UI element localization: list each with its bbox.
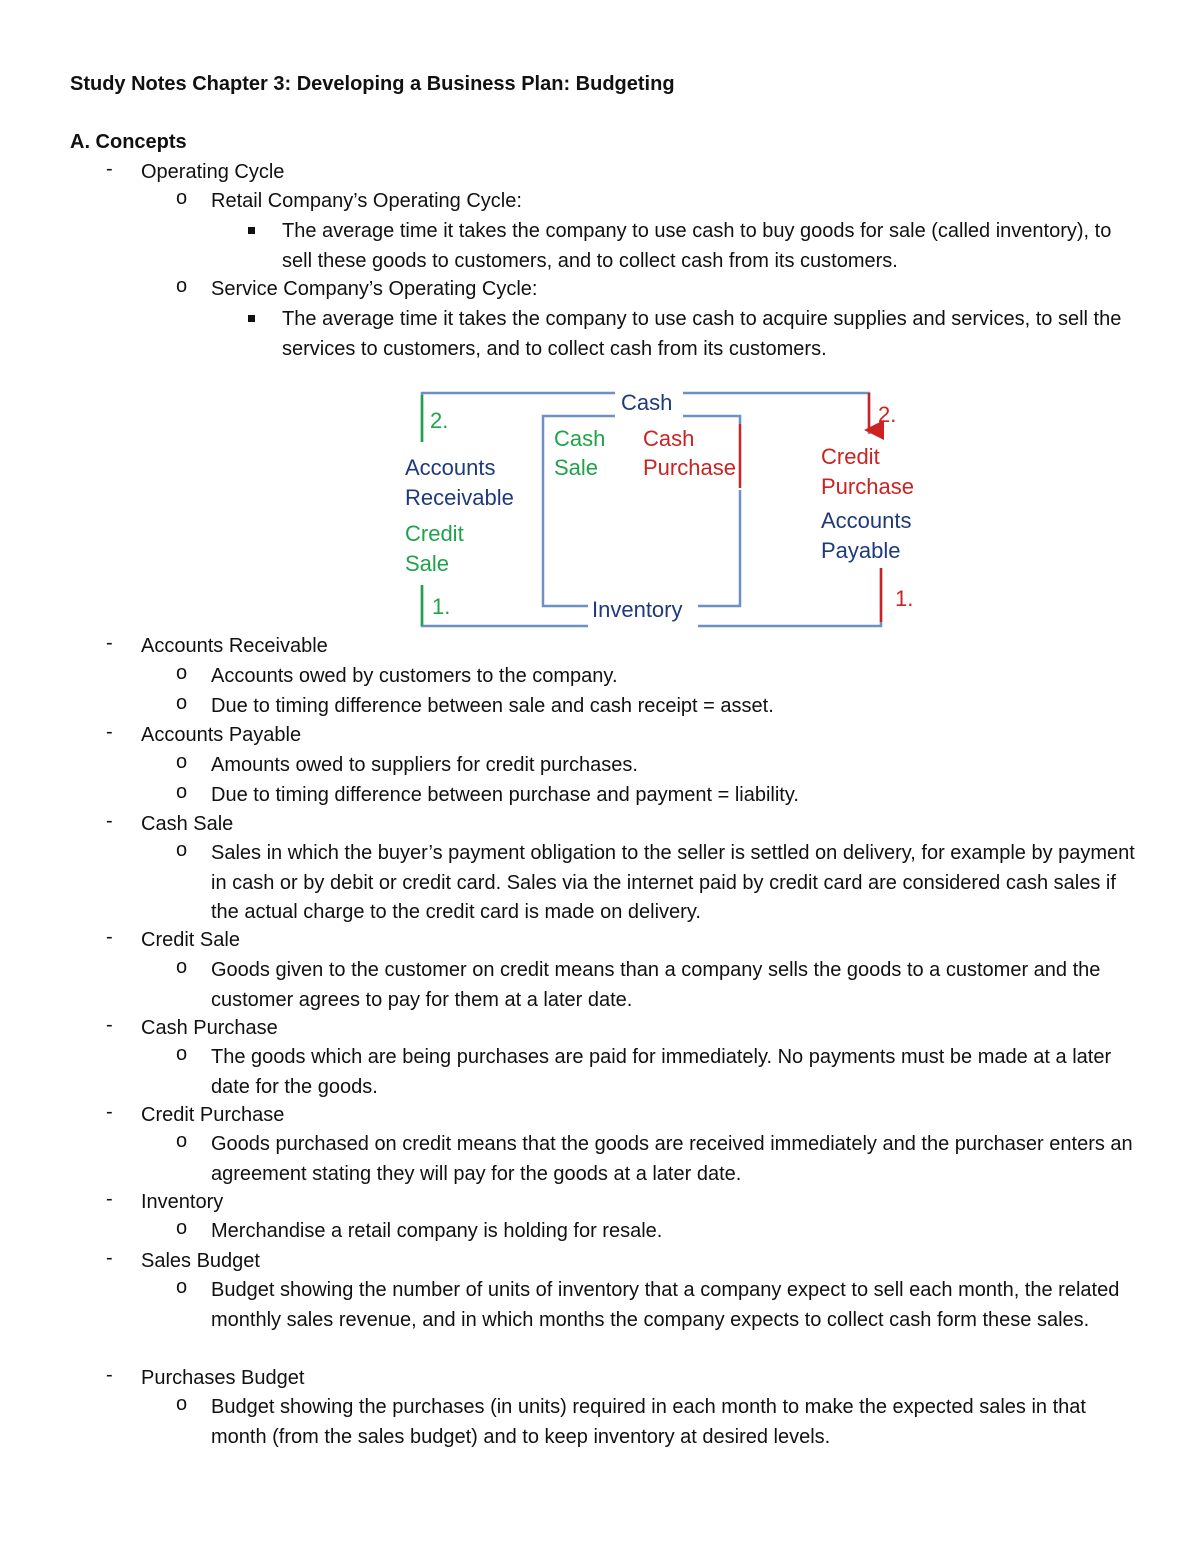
circle-bullet: o xyxy=(176,781,188,803)
diagram-accounts-receivable-1: Accounts xyxy=(405,455,496,480)
dash-bullet: - xyxy=(106,1364,113,1386)
concept-term-accounts-receivable: Accounts Receivable xyxy=(141,635,328,657)
concept-term-accounts-payable: Accounts Payable xyxy=(141,724,302,746)
circle-bullet: o xyxy=(176,692,188,714)
diagram-step-right-bottom: 1. xyxy=(895,586,914,611)
accounts-receivable-def-1: Accounts owed by customers to the company. xyxy=(211,665,618,687)
concept-term-cash-sale: Cash Sale xyxy=(141,813,234,835)
dash-bullet: - xyxy=(106,632,113,654)
retail-operating-cycle-label: Retail Company’s Operating Cycle: xyxy=(211,190,522,212)
concept-term-operating-cycle: Operating Cycle xyxy=(141,161,285,183)
accounts-payable-def-1: Amounts owed to suppliers for credit purchases. xyxy=(211,754,638,776)
inventory-def: Merchandise a retail company is holding for resale. xyxy=(211,1220,663,1242)
circle-bullet: o xyxy=(176,275,188,297)
dash-bullet: - xyxy=(106,158,113,180)
diagram-cash-purchase-2: Purchase xyxy=(643,455,736,480)
cash-purchase-def: The goods which are being purchases are paid for immediately. No payments must be made at a later date for the goods. xyxy=(211,1046,1112,1098)
circle-bullet: o xyxy=(176,1276,188,1298)
diagram-accounts-receivable-2: Receivable xyxy=(405,485,514,510)
diagram-step-right-top: 2. xyxy=(878,402,897,427)
square-bullet-icon xyxy=(248,227,255,234)
operating-cycle-diagram xyxy=(392,380,932,635)
credit-sale-def: Goods given to the customer on credit means than a company sells the goods to a customer and the customer agrees to pay for them at a later date. xyxy=(211,959,1101,1011)
diagram-cash-label: Cash xyxy=(621,390,673,415)
diagram-credit-sale-1: Credit xyxy=(405,521,464,546)
concept-term-cash-purchase: Cash Purchase xyxy=(141,1017,278,1039)
accounts-payable-def-2: Due to timing difference between purchase and payment = liability. xyxy=(211,784,799,806)
diagram-credit-sale-2: Sale xyxy=(405,551,450,576)
service-operating-cycle-label: Service Company’s Operating Cycle: xyxy=(211,278,538,300)
diagram-credit-purchase-2: Purchase xyxy=(821,474,914,499)
sales-budget-def: Budget showing the number of units of inventory that a company expect to sell each month, the related monthly sales revenue, and in which months the company expects to collect cash form these sales. xyxy=(211,1279,1120,1331)
dash-bullet: - xyxy=(106,926,113,948)
section-heading: A. Concepts xyxy=(70,131,187,153)
circle-bullet: o xyxy=(176,1130,188,1152)
concept-term-purchases-budget: Purchases Budget xyxy=(141,1367,305,1389)
square-bullet-icon xyxy=(248,315,255,322)
purchases-budget-def: Budget showing the purchases (in units) required in each month to make the expected sales in that month (from the sales budget) and to keep inventory at desired levels. xyxy=(211,1396,1086,1448)
diagram-credit-purchase-1: Credit xyxy=(821,444,880,469)
concept-term-inventory: Inventory xyxy=(141,1191,224,1213)
concept-term-sales-budget: Sales Budget xyxy=(141,1250,260,1272)
diagram-inventory-label: Inventory xyxy=(592,597,683,622)
dash-bullet: - xyxy=(106,1247,113,1269)
cash-sale-def: Sales in which the buyer’s payment obligation to the seller is settled on delivery, for example by payment in cash or by debit or credit card. Sales via the internet paid by credit card are considered cash sales if the actual charge to the credit card is made on delivery. xyxy=(211,842,1135,923)
dash-bullet: - xyxy=(106,721,113,743)
diagram-step-left-bottom: 1. xyxy=(432,594,451,619)
diagram-accounts-payable-2: Payable xyxy=(821,538,901,563)
accounts-receivable-def-2: Due to timing difference between sale and cash receipt = asset. xyxy=(211,695,774,717)
dash-bullet: - xyxy=(106,1188,113,1210)
dash-bullet: - xyxy=(106,810,113,832)
diagram-cash-sale-2: Sale xyxy=(554,455,599,480)
circle-bullet: o xyxy=(176,1217,188,1239)
circle-bullet: o xyxy=(176,1393,188,1415)
page-title: Study Notes Chapter 3: Developing a Business Plan: Budgeting xyxy=(70,73,675,95)
dash-bullet: - xyxy=(106,1014,113,1036)
circle-bullet: o xyxy=(176,187,188,209)
diagram-cash-purchase-1: Cash xyxy=(643,426,695,451)
circle-bullet: o xyxy=(176,751,188,773)
service-operating-cycle-detail: The average time it takes the company to use cash to acquire supplies and services, to sell the services to customers, and to collect cash from its customers. xyxy=(282,308,1122,360)
circle-bullet: o xyxy=(176,956,188,978)
concept-term-credit-purchase: Credit Purchase xyxy=(141,1104,285,1126)
diagram-cash-sale-1: Cash xyxy=(554,426,606,451)
circle-bullet: o xyxy=(176,1043,188,1065)
concept-term-credit-sale: Credit Sale xyxy=(141,929,240,951)
diagram-accounts-payable-1: Accounts xyxy=(821,508,912,533)
credit-purchase-def: Goods purchased on credit means that the goods are received immediately and the purchaser enters an agreement stating they will pay for the goods at a later date. xyxy=(211,1133,1133,1185)
circle-bullet: o xyxy=(176,839,188,861)
dash-bullet: - xyxy=(106,1101,113,1123)
circle-bullet: o xyxy=(176,662,188,684)
retail-operating-cycle-detail: The average time it takes the company to use cash to buy goods for sale (called inventory), to sell these goods to customers, and to collect cash from its customers. xyxy=(282,220,1112,272)
diagram-step-left-top: 2. xyxy=(430,408,449,433)
